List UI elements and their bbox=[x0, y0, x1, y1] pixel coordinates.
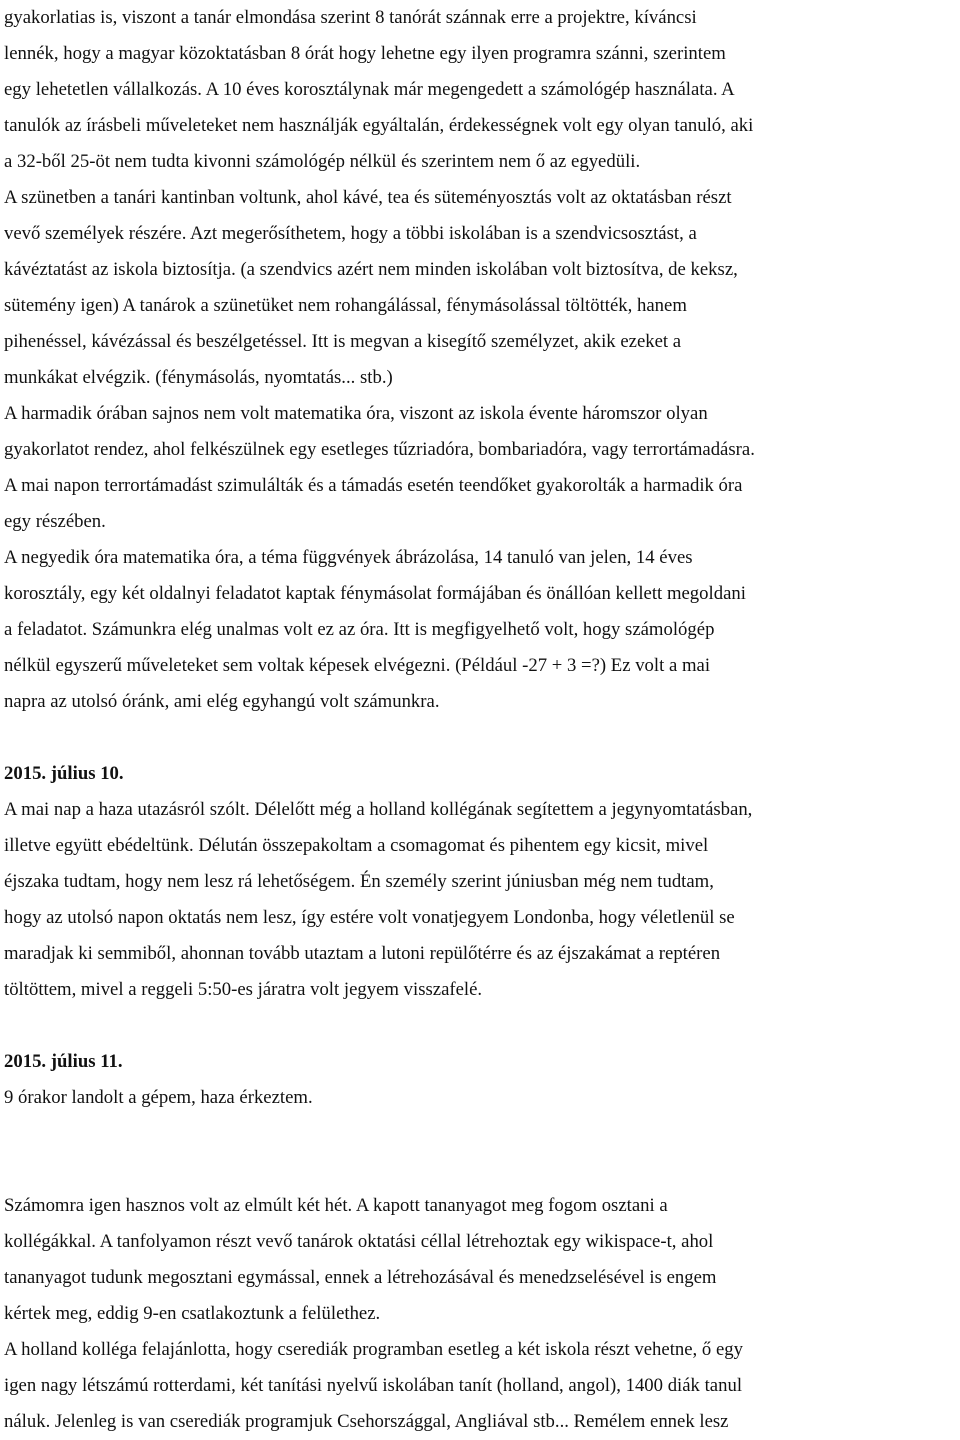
paragraph-gap bbox=[4, 720, 942, 756]
text-line: A negyedik óra matematika óra, a téma függvények ábrázolása, 14 tanuló van jelen, 14 éves bbox=[4, 547, 693, 568]
text-line: napra az utolsó óránk, ami elég egyhangú volt számunkra. bbox=[4, 691, 440, 712]
text-line: gyakorlatot rendez, ahol felkészülnek egy esetleges tűzriadóra, bombariadóra, vagy terrortámadásra. bbox=[4, 439, 755, 460]
text-line: A holland kolléga felajánlotta, hogy cserediák programban esetleg a két iskola részt vehetne, ő egy bbox=[4, 1339, 743, 1360]
paragraph-block-1 bbox=[4, 0, 942, 720]
text-line: vevő személyek részére. Azt megerősíthetem, hogy a többi iskolában is a szendvicsosztást, a bbox=[4, 223, 697, 244]
text-line: tananyagot tudunk megosztani egymással, ennek a létrehozásával és menedzselésével is engem bbox=[4, 1267, 717, 1288]
date-heading: 2015. július 10. bbox=[4, 763, 124, 784]
paragraph-block-3 bbox=[4, 1080, 942, 1116]
text-line: gyakorlatias is, viszont a tanár elmondása szerint 8 tanórát szánnak erre a projektre, kíváncsi bbox=[4, 7, 697, 28]
text-line: illetve együtt ebédeltünk. Délután összepakoltam a csomagomat és pihentem egy kicsit, mivel bbox=[4, 835, 709, 856]
paragraph-gap bbox=[4, 1008, 942, 1044]
text-line: kollégákkal. A tanfolyamon részt vevő tanárok oktatási céllal létrehoztak egy wikispace-t, ahol bbox=[4, 1231, 714, 1252]
paragraph-block-4 bbox=[4, 1188, 942, 1440]
text-line: maradjak ki semmiből, ahonnan tovább utaztam a lutoni repülőtérre és az éjszakámat a reptéren bbox=[4, 943, 721, 964]
text-line: náluk. Jelenleg is van cserediák programjuk Csehországgal, Angliával stb... Remélem ennek lesz bbox=[4, 1411, 729, 1432]
text-line: pihenéssel, kávézással és beszélgetéssel. Itt is megvan a kisegítő személyzet, akik ezeket a bbox=[4, 331, 682, 352]
text-line: kértek meg, eddig 9-en csatlakoztunk a felülethez. bbox=[4, 1303, 381, 1324]
text-line: egy lehetetlen vállalkozás. A 10 éves korosztálynak már megengedett a számológép használata. A bbox=[4, 79, 735, 100]
text-line: sütemény igen) A tanárok a szünetüket nem rohangálással, fénymásolással töltötték, hanem bbox=[4, 295, 687, 316]
text-line: töltöttem, mivel a reggeli 5:50-es járatra volt jegyem visszafelé. bbox=[4, 979, 483, 1000]
text-line: nélkül egyszerű műveleteket sem voltak képesek elvégezni. (Például -27 + 3 =?) Ez volt a mai bbox=[4, 655, 711, 676]
date-heading: 2015. július 11. bbox=[4, 1051, 123, 1072]
text-line: A mai nap a haza utazásról szólt. Délelőtt még a holland kollégának segítettem a jegynyomtatásban, bbox=[4, 799, 753, 820]
text-line: munkákat elvégzik. (fénymásolás, nyomtatás... stb.) bbox=[4, 367, 393, 388]
text-line: éjszaka tudtam, hogy nem lesz rá lehetőségem. Én személy szerint júniusban még nem tudtam, bbox=[4, 871, 714, 892]
text-line: a feladatot. Számunkra elég unalmas volt ez az óra. Itt is megfigyelhető volt, hogy számológép bbox=[4, 619, 715, 640]
text-line: a 32-ből 25-öt nem tudta kivonni számológép nélkül és szerintem nem ő az egyedüli. bbox=[4, 151, 641, 172]
text-line: lennék, hogy a magyar közoktatásban 8 órát hogy lehetne egy ilyen programra szánni, szerintem bbox=[4, 43, 726, 64]
text-line: tanulók az írásbeli műveleteket nem használják egyáltalán, érdekességnek volt egy olyan tanuló, aki bbox=[4, 115, 754, 136]
paragraph-gap bbox=[4, 1116, 942, 1188]
text-line: A harmadik órában sajnos nem volt matematika óra, viszont az iskola évente háromszor olyan bbox=[4, 403, 708, 424]
text-line: A mai napon terrortámadást szimulálták és a támadás esetén teendőket gyakorolták a harmadik óra bbox=[4, 475, 743, 496]
document-page bbox=[4, 0, 942, 1440]
text-line: egy részében. bbox=[4, 511, 106, 532]
text-line: korosztály, egy két oldalnyi feladatot kaptak fénymásolat formájában és önállóan kellett megoldani bbox=[4, 583, 746, 604]
text-line: A szünetben a tanári kantinban voltunk, ahol kávé, tea és süteményosztás volt az oktatásban részt bbox=[4, 187, 732, 208]
paragraph-block-2 bbox=[4, 792, 942, 1008]
text-line: hogy az utolsó napon oktatás nem lesz, így estére volt vonatjegyem Londonba, hogy véletlenül se bbox=[4, 907, 735, 928]
text-line: 9 órakor landolt a gépem, haza érkeztem. bbox=[4, 1087, 313, 1108]
text-line: kávéztatást az iskola biztosítja. (a szendvics azért nem minden iskolában volt biztosítva, de keksz, bbox=[4, 259, 738, 280]
text-line: Számomra igen hasznos volt az elmúlt két hét. A kapott tananyagot meg fogom osztani a bbox=[4, 1195, 668, 1216]
text-line: igen nagy létszámú rotterdami, két tanítási nyelvű iskolában tanít (holland, angol), 1400 diák tanul bbox=[4, 1375, 743, 1396]
